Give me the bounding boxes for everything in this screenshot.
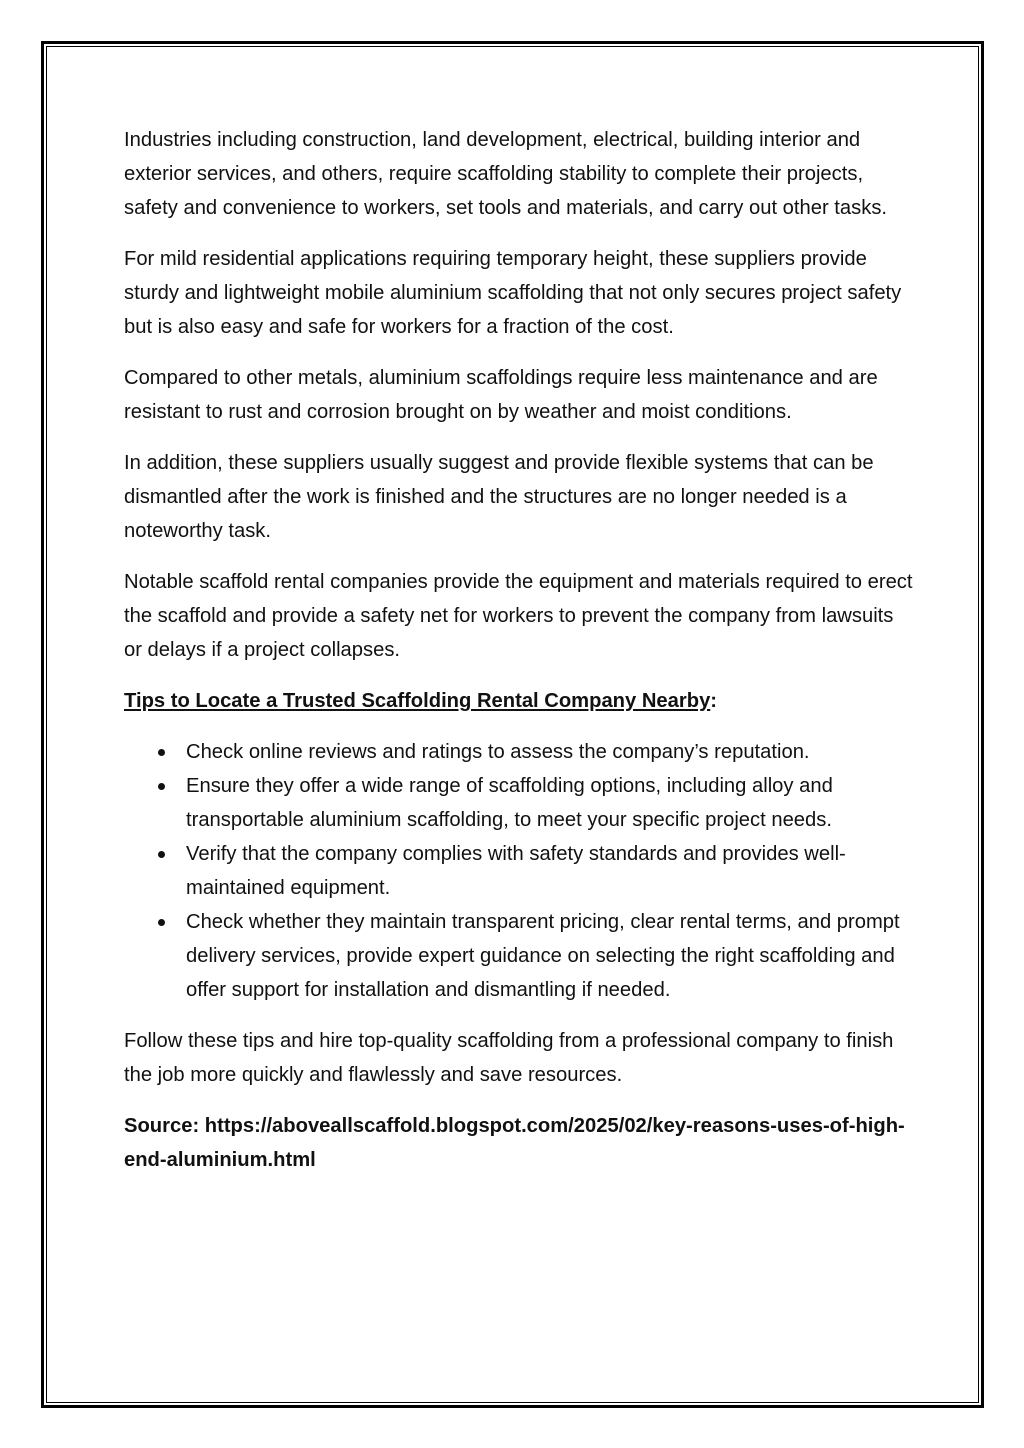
list-item: [124, 905, 914, 1007]
paragraph-flexible-systems: In addition, these suppliers usually suggest and provide flexible systems that can be dismantled after the work is finished and the structures are no longer needed is a noteworthy task.: [124, 452, 874, 542]
bullet-icon: [158, 749, 165, 756]
paragraph-closing: Follow these tips and hire top-quality scaffolding from a professional company to finish the job more quickly and flawlessly and save resources.: [124, 1030, 894, 1086]
list-item-text: Check whether they maintain transparent pricing, clear rental terms, and prompt delivery services, provide expert guidance on selecting the right scaffolding and offer support for installation and dismantling if needed.: [186, 911, 900, 1001]
paragraph-rental-companies: Notable scaffold rental companies provide the equipment and materials required to erect the scaffold and provide a safety net for workers to prevent the company from lawsuits or delays if a project collapses.: [124, 571, 913, 661]
list-item: [124, 769, 914, 837]
list-item-text: Check online reviews and ratings to assess the company’s reputation.: [186, 741, 810, 763]
tips-heading: [124, 684, 914, 718]
list-item-text: Verify that the company complies with safety standards and provides well-maintained equipment.: [186, 843, 846, 899]
list-item: [124, 837, 914, 905]
bullet-icon: [158, 783, 165, 790]
list-item-text: Ensure they offer a wide range of scaffolding options, including alloy and transportable aluminium scaffolding, to meet your specific project needs.: [186, 775, 833, 831]
paragraph-industries: Industries including construction, land development, electrical, building interior and exterior services, and others, require scaffolding stability to complete their projects, safety and convenience to workers, set tools and materials, and carry out other tasks.: [124, 129, 888, 219]
source-label: Source:: [124, 1115, 200, 1137]
tips-list: [124, 735, 914, 1007]
tips-heading-text: Tips to Locate a Trusted Scaffolding Rental Company Nearby: [124, 690, 711, 712]
tips-heading-colon: :: [710, 690, 718, 712]
paragraph-metals: Compared to other metals, aluminium scaffoldings require less maintenance and are resistant to rust and corrosion brought on by weather and moist conditions.: [124, 367, 878, 423]
paragraph-residential: For mild residential applications requiring temporary height, these suppliers provide sturdy and lightweight mobile aluminium scaffolding that not only secures project safety but is also easy and safe for workers for a fraction of the cost.: [124, 248, 902, 338]
source-url[interactable]: https://aboveallscaffold.blogspot.com/2025/02/key-reasons-uses-of-high-end-aluminium.html: [124, 1115, 905, 1171]
bullet-icon: [158, 919, 165, 926]
document-body: [124, 123, 914, 1194]
bullet-icon: [158, 851, 165, 858]
source-line: [124, 1109, 914, 1177]
list-item: [124, 735, 914, 769]
